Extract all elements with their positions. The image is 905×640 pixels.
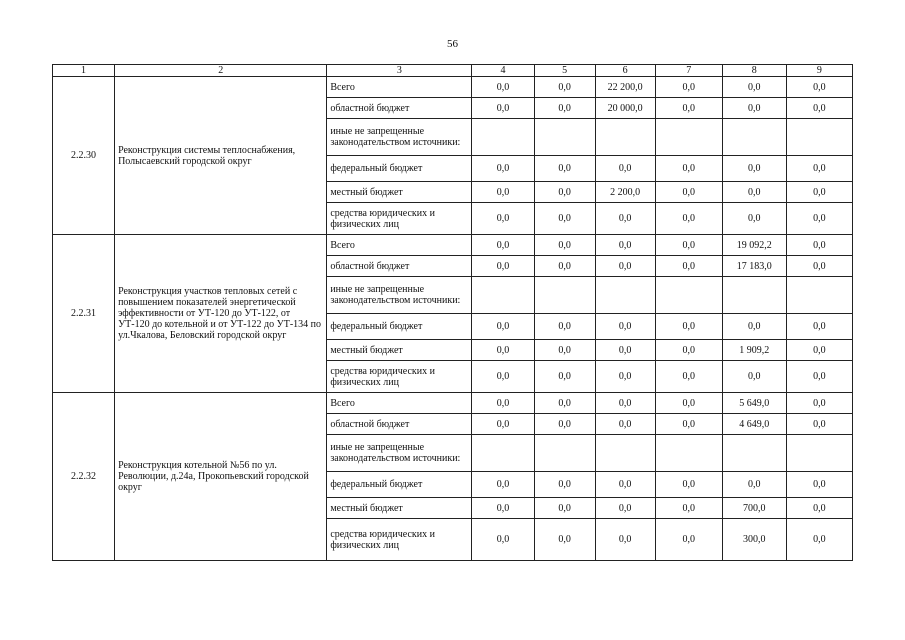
funding-source: федеральный бюджет — [327, 314, 472, 340]
funding-source: областной бюджет — [327, 414, 472, 435]
amount-cell — [722, 119, 786, 156]
funding-source: Всего — [327, 77, 472, 98]
column-header: 3 — [327, 65, 472, 77]
amount-cell: 20 000,0 — [595, 98, 655, 119]
amount-cell: 0,0 — [786, 498, 852, 519]
amount-cell: 0,0 — [786, 519, 852, 561]
amount-cell: 0,0 — [534, 256, 595, 277]
amount-cell: 0,0 — [595, 361, 655, 393]
amount-cell: 0,0 — [534, 235, 595, 256]
item-name: Реконструкция участков тепловых сетей с повышением показателей энергетической эффективности от УТ-120 до УТ-122, от УТ-120 до котельной и от УТ-122 до УТ-134 по ул.Чкалова, Беловский городской округ — [115, 235, 327, 393]
column-header: 8 — [722, 65, 786, 77]
funding-source: иные не запрещенные законодательством источники: — [327, 119, 472, 156]
amount-cell: 0,0 — [655, 203, 722, 235]
amount-cell — [534, 119, 595, 156]
amount-cell: 0,0 — [595, 393, 655, 414]
amount-cell: 0,0 — [595, 256, 655, 277]
amount-cell: 300,0 — [722, 519, 786, 561]
amount-cell: 0,0 — [786, 361, 852, 393]
amount-cell: 0,0 — [786, 414, 852, 435]
amount-cell: 0,0 — [655, 156, 722, 182]
amount-cell: 22 200,0 — [595, 77, 655, 98]
amount-cell: 0,0 — [534, 77, 595, 98]
table-row — [53, 393, 853, 414]
amount-cell — [786, 277, 852, 314]
amount-cell: 0,0 — [655, 314, 722, 340]
amount-cell — [655, 277, 722, 314]
funding-source: местный бюджет — [327, 340, 472, 361]
amount-cell: 0,0 — [472, 256, 534, 277]
column-header: 7 — [655, 65, 722, 77]
funding-source: федеральный бюджет — [327, 472, 472, 498]
amount-cell — [534, 435, 595, 472]
amount-cell — [722, 435, 786, 472]
amount-cell: 0,0 — [595, 203, 655, 235]
table-row — [53, 77, 853, 98]
amount-cell: 0,0 — [595, 156, 655, 182]
item-name: Реконструкция котельной №56 по ул. Революции, д.24а, Прокопьевский городской округ — [115, 393, 327, 561]
amount-cell: 0,0 — [472, 361, 534, 393]
amount-cell: 0,0 — [472, 498, 534, 519]
column-header: 5 — [534, 65, 595, 77]
amount-cell: 0,0 — [786, 393, 852, 414]
amount-cell: 0,0 — [534, 203, 595, 235]
amount-cell: 0,0 — [472, 156, 534, 182]
amount-cell: 0,0 — [534, 472, 595, 498]
amount-cell: 0,0 — [534, 340, 595, 361]
funding-source: иные не запрещенные законодательством источники: — [327, 435, 472, 472]
column-header: 1 — [53, 65, 115, 77]
amount-cell: 0,0 — [722, 314, 786, 340]
item-code: 2.2.32 — [53, 393, 115, 561]
amount-cell: 0,0 — [655, 361, 722, 393]
amount-cell: 0,0 — [534, 393, 595, 414]
amount-cell: 0,0 — [472, 340, 534, 361]
amount-cell: 0,0 — [655, 393, 722, 414]
amount-cell: 0,0 — [655, 414, 722, 435]
amount-cell: 0,0 — [722, 77, 786, 98]
amount-cell: 0,0 — [722, 182, 786, 203]
amount-cell: 0,0 — [472, 235, 534, 256]
amount-cell: 0,0 — [722, 361, 786, 393]
amount-cell — [472, 435, 534, 472]
amount-cell: 0,0 — [655, 498, 722, 519]
funding-source: местный бюджет — [327, 182, 472, 203]
amount-cell: 0,0 — [722, 156, 786, 182]
amount-cell: 0,0 — [655, 256, 722, 277]
amount-cell: 0,0 — [595, 235, 655, 256]
amount-cell: 700,0 — [722, 498, 786, 519]
amount-cell: 0,0 — [786, 256, 852, 277]
amount-cell: 0,0 — [786, 98, 852, 119]
amount-cell: 0,0 — [786, 156, 852, 182]
column-header: 9 — [786, 65, 852, 77]
amount-cell: 1 909,2 — [722, 340, 786, 361]
funding-source: средства юридических и физических лиц — [327, 361, 472, 393]
funding-source: федеральный бюджет — [327, 156, 472, 182]
amount-cell — [655, 119, 722, 156]
amount-cell: 0,0 — [786, 235, 852, 256]
amount-cell: 0,0 — [595, 472, 655, 498]
item-code: 2.2.30 — [53, 77, 115, 235]
amount-cell: 0,0 — [534, 98, 595, 119]
amount-cell: 0,0 — [722, 98, 786, 119]
amount-cell — [472, 277, 534, 314]
amount-cell: 0,0 — [534, 156, 595, 182]
amount-cell: 0,0 — [722, 203, 786, 235]
amount-cell: 0,0 — [472, 77, 534, 98]
table-body — [53, 77, 853, 561]
amount-cell: 0,0 — [786, 314, 852, 340]
amount-cell: 0,0 — [472, 519, 534, 561]
item-name: Реконструкция системы теплоснабжения, Полысаевский городской округ — [115, 77, 327, 235]
column-header: 4 — [472, 65, 534, 77]
amount-cell: 0,0 — [786, 182, 852, 203]
page-number: 56 — [447, 38, 458, 50]
amount-cell: 0,0 — [655, 472, 722, 498]
amount-cell: 0,0 — [786, 77, 852, 98]
amount-cell: 0,0 — [786, 340, 852, 361]
amount-cell: 0,0 — [655, 77, 722, 98]
funding-source: областной бюджет — [327, 256, 472, 277]
amount-cell — [595, 435, 655, 472]
amount-cell: 17 183,0 — [722, 256, 786, 277]
funding-source: иные не запрещенные законодательством источники: — [327, 277, 472, 314]
funding-source: Всего — [327, 235, 472, 256]
amount-cell: 0,0 — [472, 414, 534, 435]
amount-cell: 0,0 — [655, 235, 722, 256]
amount-cell: 0,0 — [472, 472, 534, 498]
amount-cell: 0,0 — [595, 498, 655, 519]
amount-cell: 0,0 — [472, 203, 534, 235]
amount-cell: 0,0 — [534, 519, 595, 561]
funding-source: Всего — [327, 393, 472, 414]
funding-source: средства юридических и физических лиц — [327, 519, 472, 561]
item-code: 2.2.31 — [53, 235, 115, 393]
amount-cell: 0,0 — [786, 203, 852, 235]
funding-source: средства юридических и физических лиц — [327, 203, 472, 235]
amount-cell — [534, 277, 595, 314]
amount-cell — [786, 119, 852, 156]
funding-source: местный бюджет — [327, 498, 472, 519]
amount-cell — [472, 119, 534, 156]
financing-table — [52, 64, 853, 561]
column-header: 6 — [595, 65, 655, 77]
header-row — [53, 65, 853, 77]
amount-cell: 0,0 — [595, 340, 655, 361]
amount-cell: 2 200,0 — [595, 182, 655, 203]
amount-cell: 0,0 — [655, 98, 722, 119]
amount-cell — [595, 277, 655, 314]
amount-cell: 19 092,2 — [722, 235, 786, 256]
amount-cell: 0,0 — [595, 314, 655, 340]
amount-cell: 0,0 — [786, 472, 852, 498]
amount-cell — [722, 277, 786, 314]
amount-cell: 0,0 — [472, 393, 534, 414]
amount-cell: 0,0 — [472, 98, 534, 119]
amount-cell: 4 649,0 — [722, 414, 786, 435]
amount-cell: 0,0 — [595, 414, 655, 435]
table-row — [53, 235, 853, 256]
funding-source: областной бюджет — [327, 98, 472, 119]
amount-cell: 0,0 — [655, 340, 722, 361]
amount-cell: 0,0 — [722, 472, 786, 498]
amount-cell: 5 649,0 — [722, 393, 786, 414]
amount-cell: 0,0 — [534, 182, 595, 203]
amount-cell: 0,0 — [655, 519, 722, 561]
amount-cell — [595, 119, 655, 156]
amount-cell: 0,0 — [534, 498, 595, 519]
amount-cell — [655, 435, 722, 472]
amount-cell: 0,0 — [534, 414, 595, 435]
amount-cell: 0,0 — [472, 182, 534, 203]
amount-cell: 0,0 — [655, 182, 722, 203]
amount-cell — [786, 435, 852, 472]
column-header: 2 — [115, 65, 327, 77]
amount-cell: 0,0 — [534, 314, 595, 340]
amount-cell: 0,0 — [534, 361, 595, 393]
amount-cell: 0,0 — [472, 314, 534, 340]
amount-cell: 0,0 — [595, 519, 655, 561]
